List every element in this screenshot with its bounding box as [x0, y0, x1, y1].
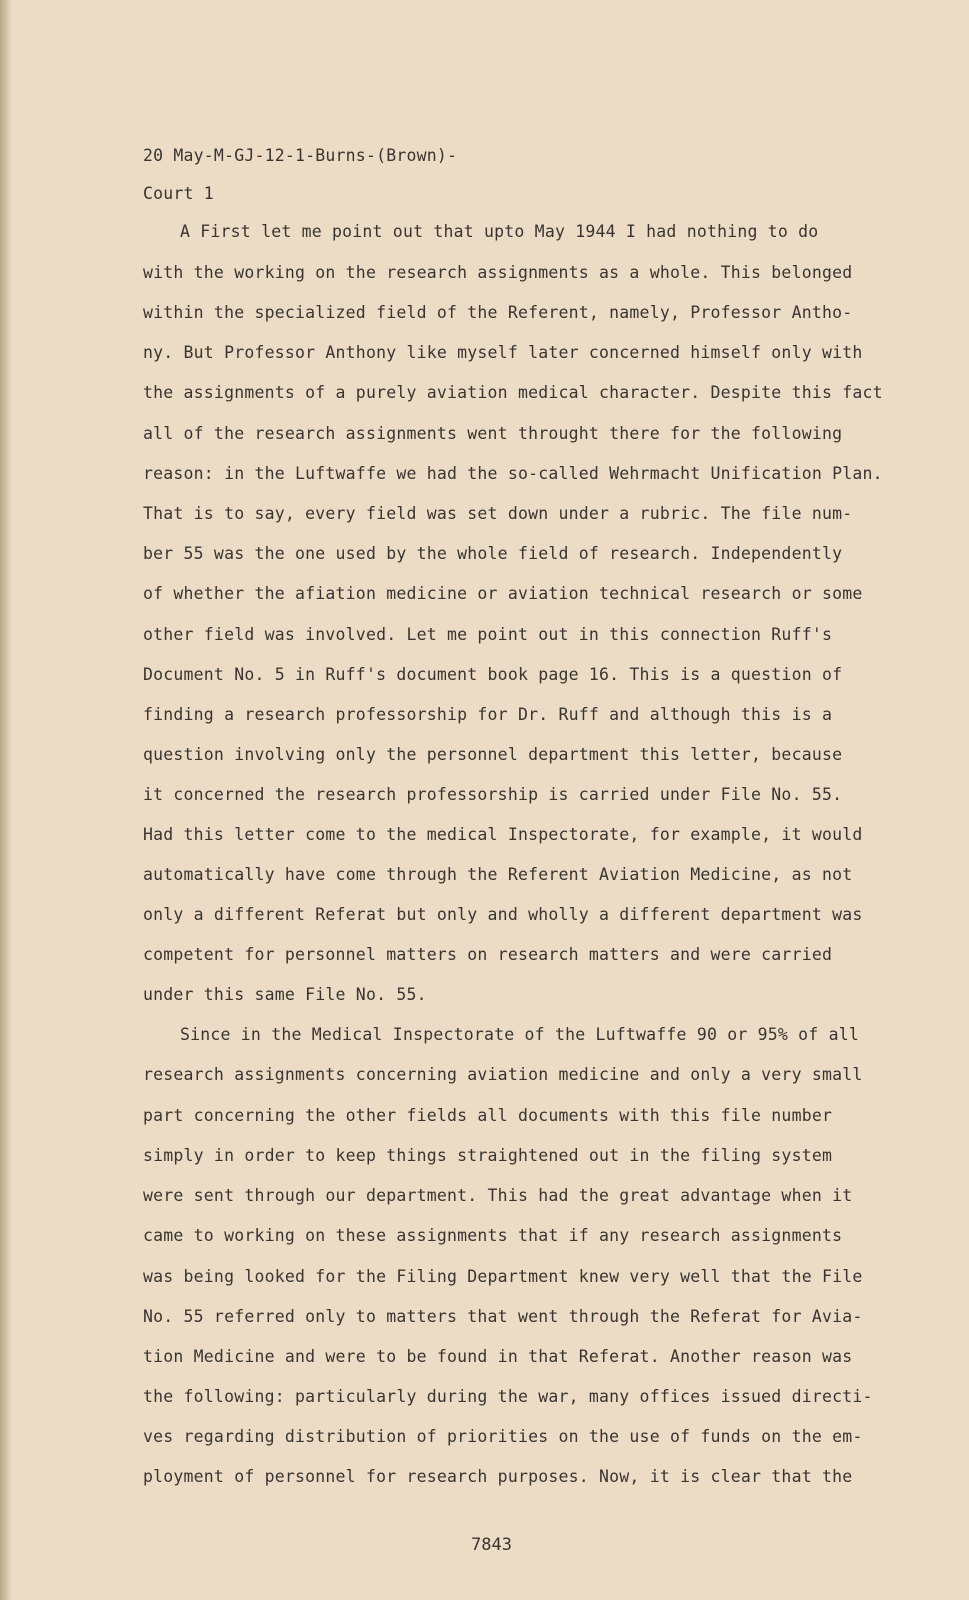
- paragraph-2-line: Since in the Medical Inspectorate of the Luftwaffe 90 or 95% of all: [180, 1025, 859, 1044]
- paragraph-1-line: reason: in the Luftwaffe we had the so-called Wehrmacht Unification Plan.: [143, 464, 883, 483]
- paragraph-1-line: other field was involved. Let me point out in this connection Ruff's: [143, 625, 833, 644]
- paragraph-1-line: Document No. 5 in Ruff's document book page 16. This is a question of: [143, 665, 843, 684]
- paragraph-1-line: Had this letter come to the medical Inspectorate, for example, it would: [143, 825, 863, 844]
- paragraph-1-line: all of the research assignments went throught there for the following: [143, 424, 843, 443]
- page-edge-shadow: [0, 0, 12, 1600]
- header-court: Court 1: [143, 184, 214, 203]
- paragraph-2-line: No. 55 referred only to matters that went through the Referat for Avia-: [143, 1307, 863, 1326]
- paragraph-2-line: research assignments concerning aviation medicine and only a very small: [143, 1065, 863, 1084]
- paragraph-1-line: with the working on the research assignments as a whole. This belonged: [143, 263, 853, 282]
- paragraph-1-line: question involving only the personnel department this letter, because: [143, 745, 843, 764]
- paragraph-1-line: only a different Referat but only and wholly a different department was: [143, 905, 863, 924]
- paragraph-2-line: were sent through our department. This had the great advantage when it: [143, 1186, 853, 1205]
- paragraph-2-line: ves regarding distribution of priorities on the use of funds on the em-: [143, 1427, 863, 1446]
- page-number: 7843: [471, 1535, 512, 1555]
- paragraph-2-line: the following: particularly during the war, many offices issued directi-: [143, 1387, 873, 1406]
- paragraph-2-line: came to working on these assignments that if any research assignments: [143, 1226, 843, 1245]
- paragraph-2-line: tion Medicine and were to be found in that Referat. Another reason was: [143, 1347, 853, 1366]
- paragraph-1-line: ny. But Professor Anthony like myself later concerned himself only with: [143, 343, 863, 362]
- paragraph-1-line: That is to say, every field was set down under a rubric. The file num-: [143, 504, 853, 523]
- paragraph-1-line: competent for personnel matters on research matters and were carried: [143, 945, 833, 964]
- paragraph-2-line: ployment of personnel for research purposes. Now, it is clear that the: [143, 1467, 853, 1486]
- paragraph-1-line: it concerned the research professorship is carried under File No. 55.: [143, 785, 843, 804]
- paragraph-2-line: part concerning the other fields all documents with this file number: [143, 1106, 833, 1125]
- paragraph-1-line: ber 55 was the one used by the whole field of research. Independently: [143, 544, 843, 563]
- paragraph-1-line: finding a research professorship for Dr. Ruff and although this is a: [143, 705, 833, 724]
- paragraph-1-line: under this same File No. 55.: [143, 985, 427, 1004]
- paragraph-1-line: of whether the afiation medicine or aviation technical research or some: [143, 584, 863, 603]
- paragraph-1-line: the assignments of a purely aviation medical character. Despite this fact: [143, 383, 883, 402]
- header-reference: 20 May-M-GJ-12-1-Burns-(Brown)-: [143, 146, 458, 165]
- paragraph-1-line: within the specialized field of the Referent, namely, Professor Antho-: [143, 303, 853, 322]
- paragraph-1-line: A First let me point out that upto May 1944 I had nothing to do: [180, 222, 819, 241]
- paragraph-1-line: automatically have come through the Referent Aviation Medicine, as not: [143, 865, 853, 884]
- paragraph-2-line: was being looked for the Filing Department knew very well that the File: [143, 1267, 863, 1286]
- paragraph-2-line: simply in order to keep things straightened out in the filing system: [143, 1146, 833, 1165]
